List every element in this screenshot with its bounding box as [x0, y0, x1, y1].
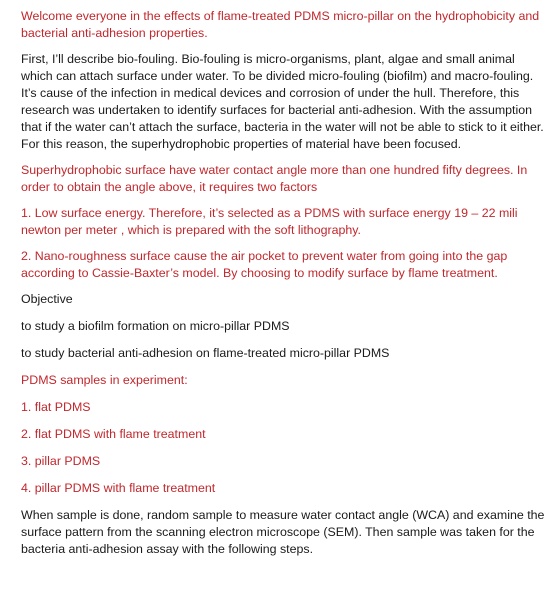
paragraph-factor-1: 1. Low surface energy. Therefore, it’s selected as a PDMS with surface energy 19 – 22 mili newton per meter , which is prepared with the soft lithography. [21, 206, 518, 237]
objective-heading: Objective [21, 292, 73, 306]
paragraph-welcome: Welcome everyone in the effects of flame-treated PDMS micro-pillar on the hydrophobicity and bacterial anti-adhesion properties. [21, 9, 540, 40]
paragraph-intro: First, I’ll describe bio-fouling. Bio-fouling is micro-organisms, plant, algae and small animal which can attach surface under water. To be divided micro-fouling (biofilm) and macro-fouling. It’s cause of the infection in medical devices and corrosion of under the hull. Therefore, this research was undertaken to identify surfaces for bacterial anti-adhesion. With the assumption that if the water can’t attach the surface, bacteria in the water will not be able to stick to it either. For this reason, the superhydrophobic properties of material have been focused. [21, 52, 544, 151]
paragraph-superhydrophobic: Superhydrophobic surface have water contact angle more than one hundred fifty degrees. In order to obtain the angle above, it requires two factors [21, 163, 528, 194]
sample-item-4: 4. pillar PDMS with flame treatment [21, 481, 216, 495]
sample-item-2: 2. flat PDMS with flame treatment [21, 427, 206, 441]
paragraph-factor-2: 2. Nano-roughness surface cause the air pocket to prevent water from going into the gap according to Cassie-Baxter’s model. By choosing to modify surface by flame treatment. [21, 249, 508, 280]
objective-item-1: to study a biofilm formation on micro-pillar PDMS [21, 319, 290, 333]
sample-item-1: 1. flat PDMS [21, 400, 91, 414]
objective-item-2: to study bacterial anti-adhesion on flame-treated micro-pillar PDMS [21, 346, 390, 360]
samples-heading: PDMS samples in experiment: [21, 373, 188, 387]
paragraph-procedure: When sample is done, random sample to measure water contact angle (WCA) and examine the surface pattern from the scanning electron microscope (SEM). Then sample was taken for the bacteria anti-adhesion assay with the following steps. [21, 508, 545, 556]
sample-item-3: 3. pillar PDMS [21, 454, 101, 468]
